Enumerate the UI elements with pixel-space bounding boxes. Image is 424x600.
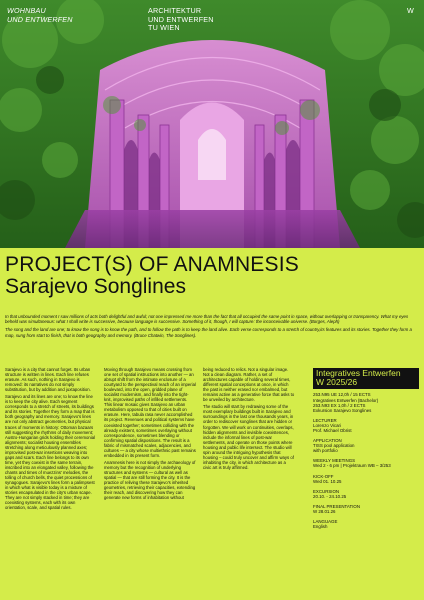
paragraph: Sarajevo is a city that cannot forget. Its urban structure is written in lines. Each line refuses erasure. As such, nothing in Sarajevo is removed: its narratives do not simply substitution, but by addition and juxtaposition. — [5, 367, 91, 393]
course-line: 253.N93 EX 1,0h / 2 ECTS — [313, 402, 366, 408]
intro-quote-borges: In that unbounded moment I saw millions of acts both delightful and awful; not one impressed me more than the fact that all occupied the same point in space, without overlapping or transparency. What my eyes beheld was simultaneous: what I shall write is successive, because language is successive. Something of it, though, I will capture: the inconceivable universe. (Borges, Aleph) — [5, 314, 409, 325]
paragraph: Anamnesis here is not simply the archaeology of memory but the recognition of underlying structures and systems — cultural as well as spatial — that are still forming the city. It is the practice of reliving these Sarajevo's inherited geometries, retrieving their capacities, extending their reach, and discovering how they can generate new forms of inhabitation without — [104, 459, 196, 501]
paragraph: being reduced to relics. Not a singular image. Not a clean diagram. Rather, a set of architectures capable of holding several times, different spatial conceptions at once, in which the past is neither erased nor embalmed, but remains active as a generative force that asks to be unveiled by architecture. — [203, 367, 295, 403]
page-title: PROJECT(S) OF ANAMNESIS — [5, 253, 299, 276]
text-column-3 — [203, 367, 295, 472]
presentation-label: FINAL PRESENTATION — [313, 503, 361, 509]
header-left-line2: UND ENTWERFEN — [7, 14, 73, 24]
badge-line2: W 2025/26 — [316, 377, 358, 388]
presentation-date: W 28.01.26 — [313, 509, 336, 514]
church-ruin-illustration — [0, 0, 424, 248]
header-institute — [148, 7, 214, 33]
course-info — [313, 368, 419, 534]
header-wohnbau — [7, 7, 73, 24]
course-line: Integratives Entwerfen (Bachelor) — [313, 397, 379, 403]
meetings-line: Wed 2 - 6 pm | Projektraum WB – 3/253 — [313, 463, 391, 469]
course-line: Exkursion Sarajevo Songlines — [313, 407, 372, 413]
language-label: LANGUAGE — [313, 519, 338, 525]
course-codes — [313, 392, 419, 412]
lecturer-name: Prof. Michael Obrist — [313, 427, 352, 433]
application-line: with portfolio — [313, 448, 338, 454]
text-column-2 — [104, 367, 196, 502]
header-mid-line1: ARCHITEKTUR — [148, 6, 202, 15]
paragraph: Sarajevo and its lines are one; to know the line is to keep the city alive. Each segment corresponds to a stretch of streets, its buildings and its stories. Together they form a map that is both geography and memory. Sarajevo's lines are not only abstract geometries, but physical traces of moments in history: Ottoman bazaars still suggesting the rhythms of daily movement; Austro-Hungarian grids holding their ceremonial alignments; socialist housing ensembles stretching along meticulously planned axes; improvised post-war insertions weaving into gaps and scars. Each line belongs to its own time, yet they coexist in the same terrain, inscribed into an elongated valley, following the chants and times of muezzins' melodies, the tolling of church bells, the quiet processions of synagogues. Sarajevo's lines form a palimpsest in which what is visible today is a mixture of stories encapsulated in the city's urban scape. They are not simply stacked in time; they are coexisting systems, each with its own orientation, scale, and spatial rules. — [5, 394, 96, 511]
meetings-block — [313, 458, 419, 468]
kickoff-label: KICK-OFF — [313, 473, 334, 479]
intro-quote-chatwin: The song and the land are one; to know the song is to know the path, and to follow the path is to keep the land alive. Each verse corresponds to a stretch of country,its features and its stories. Together they form a map, sung from start to finish, that is both geography and memory. (Bruce Chatwin, The Songlines). — [5, 327, 412, 338]
lecturer-name: Lorenzo Vicari — [313, 422, 341, 428]
text-column-1 — [5, 367, 97, 512]
lecturer-label: LECTURER — [313, 417, 337, 423]
language-block — [313, 519, 419, 529]
excursion-dates: 20.10. - 24.10.25 — [313, 493, 347, 499]
application-block — [313, 438, 419, 453]
lecturer-block — [313, 418, 419, 433]
header-mid-line2: UND ENTWERFEN — [148, 14, 214, 24]
presentation-block — [313, 504, 419, 514]
kickoff-block — [313, 474, 419, 484]
excursion-label: EXCURSION — [313, 488, 340, 494]
header-left-line1: WOHNBAU — [7, 6, 46, 15]
intro-quotes — [5, 314, 419, 341]
page-subtitle: Sarajevo Songlines — [5, 275, 186, 298]
kickoff-date: Wed 01. 10.25 — [313, 478, 342, 484]
paragraph: Moving through Sarajevo means crossing from one set of spatial instructions into another — an abrupt shift from the intimate enclosure of a courtyard to the perspectival reach of an imperial boulevard, into the open, gridded plane of socialist modernism, and finally into the tight-knit, improvised paths of infilled settlements. This linear mosaic gives Sarajevo an urban metabolism opposed to that of cities built on erasure. Here, tabula rasa never accomplished its project. Revenues and political systems have coexisted together; sometimes colliding with the already existent, sometimes overlaying without correspondence, sometimes blending or confirming spatial dispositions. The result is a fabric of mismatched scales, adjacencies, and cultures — a city whose multiethnic past remains embedded in its present form. — [104, 367, 196, 458]
paragraph: The studio will start by redrawing some of the most exemplary buildings built in Sarajevo and surroundings in the last one thousands years, in order to rediscover songlines that are hidden or forgotten. We will work on continuities, overlaps, hidden alignments and invisible coexistences, include the informal lines of post-war settlements, and operate on those points where housing and public life intersect. The studio will spin around the intriguing hypothesis that housing – could truly uncover and affirm ways of inhabiting the city, in which architecture as a civic art is truly affirmed. — [203, 404, 294, 470]
course-badge — [313, 368, 419, 389]
hero-image — [0, 0, 424, 248]
application-label: APPLICATION — [313, 438, 342, 444]
language-value: English — [313, 524, 328, 530]
meetings-label: WEEKLY MEETINGS — [313, 458, 356, 464]
course-line: 253.N95 UE 12,0h / 15 ECTS — [313, 392, 371, 398]
header-mid-line3: TU WIEN — [148, 23, 180, 32]
badge-line1: Integratives Entwerfen — [316, 368, 401, 378]
application-line: TISS pool application — [313, 443, 355, 449]
excursion-block — [313, 489, 419, 499]
header-w-mark: W — [407, 6, 414, 15]
